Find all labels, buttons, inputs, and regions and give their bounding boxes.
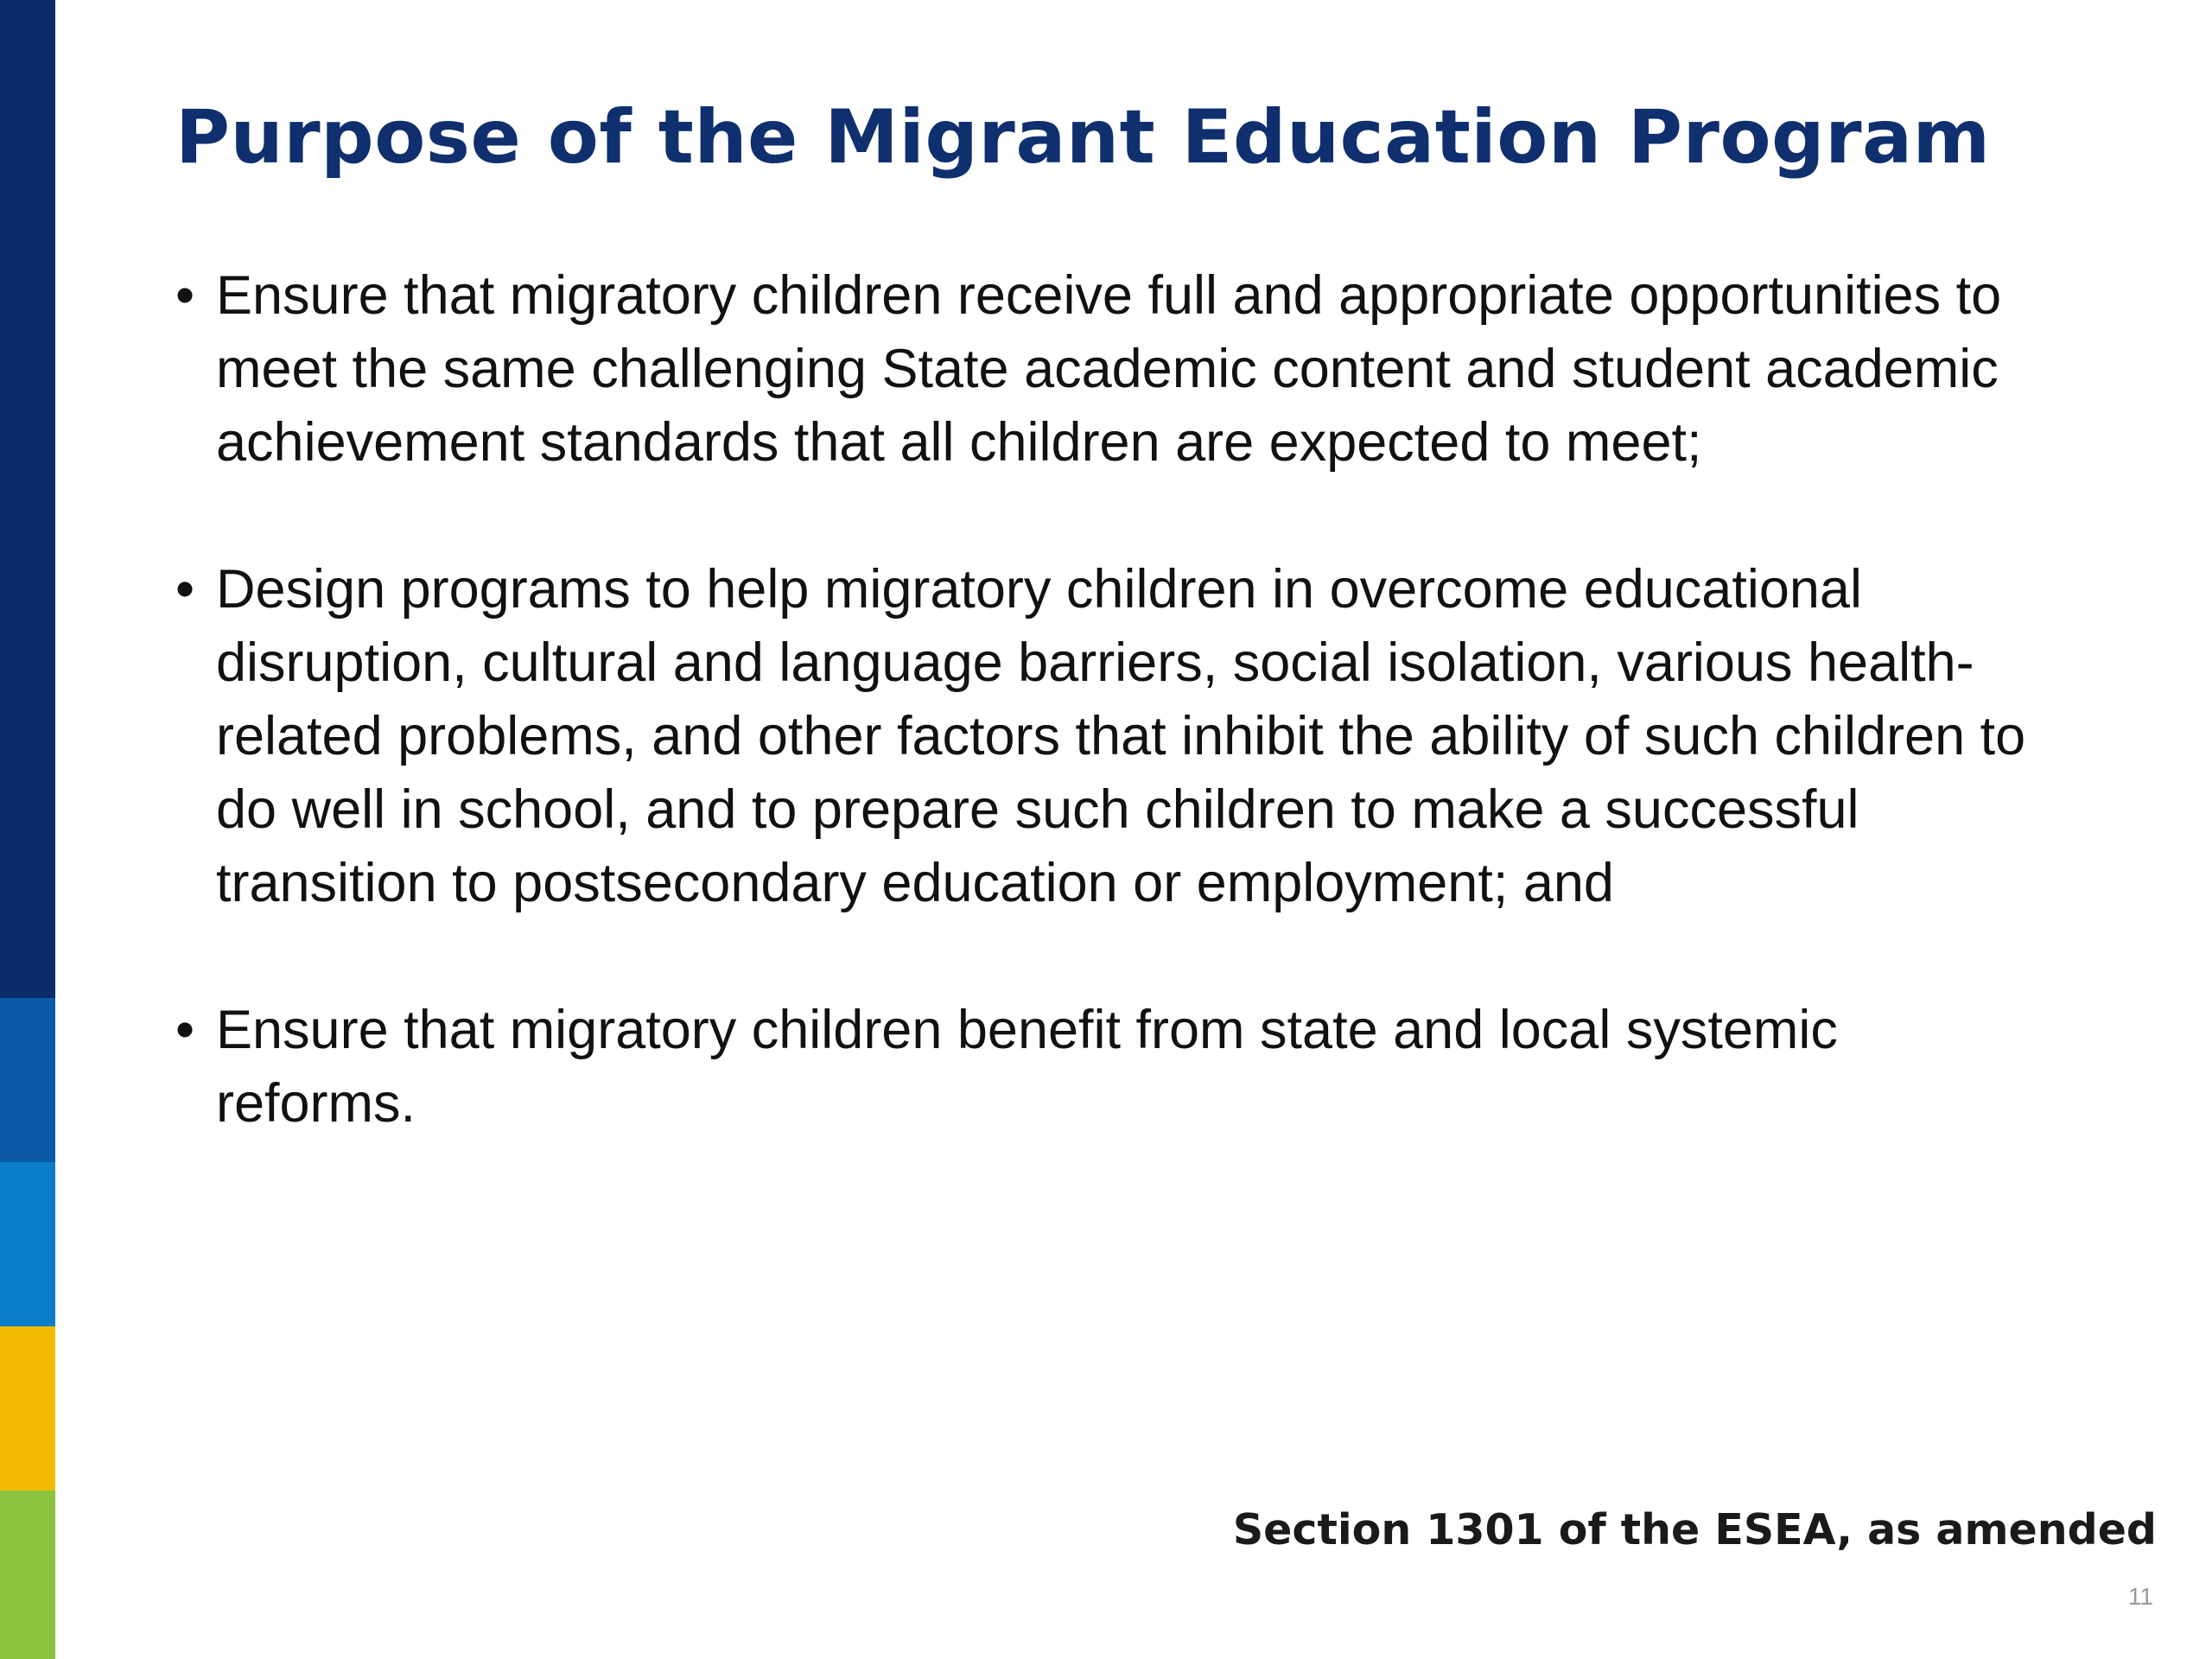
bullet-item [175,994,2033,1141]
side-bar-green-segment [0,1491,55,1659]
bullet-text: Ensure that migratory children benefit from state and local systemic reforms. [216,1000,1838,1134]
bullet-item [175,553,2033,920]
citation: Section 1301 of the ESEA, as amended [1232,1505,2157,1554]
bullet-marker: • [175,265,195,326]
bullet-marker: • [175,559,195,620]
bullet-item [175,259,2033,480]
bullet-text: Ensure that migratory children receive full and appropriate opportunities to meet the same challenging State academic content and student academic achievement standards that all children are expected to meet; [216,265,2002,473]
side-color-bar [0,0,55,1659]
side-bar-navy-segment [0,0,55,998]
side-bar-yellow-segment [0,1326,55,1491]
side-bar-blue-segment [0,998,55,1162]
bullet-list [175,259,2033,1214]
bullet-marker: • [175,1000,195,1060]
bullet-text: Design programs to help migratory children in overcome educational disruption, cultural and language barriers, social isolation, various health-related problems, and other factors that inhibit the ability of such children to do well in school, and to prepare such children to make a successful transition to postsecondary education or employment; and [216,559,2026,913]
slide-title: Purpose of the Migrant Education Program [175,94,1991,181]
page-number: 11 [2127,1583,2153,1610]
side-bar-light-blue-segment [0,1162,55,1326]
